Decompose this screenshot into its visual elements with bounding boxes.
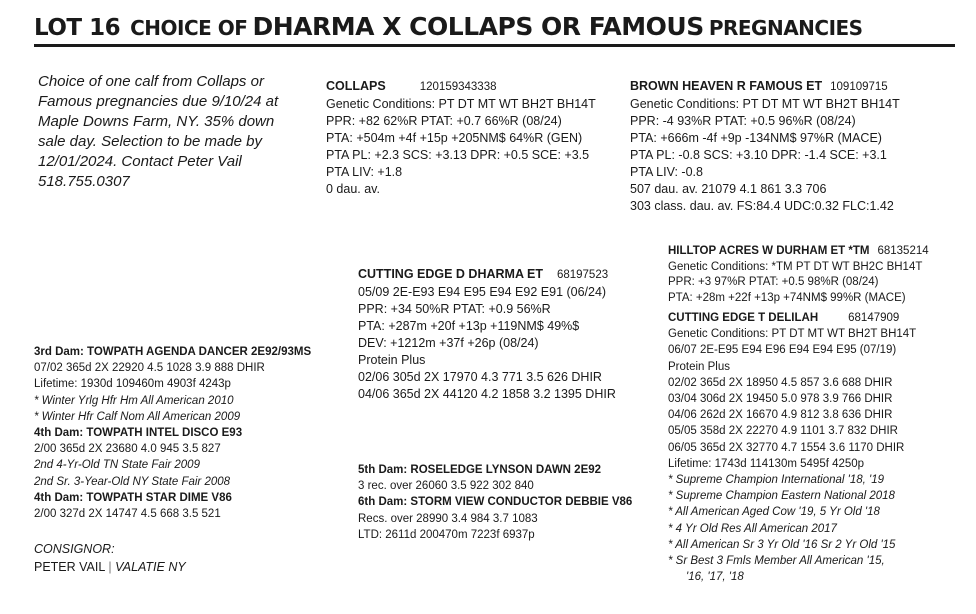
pedigree-line: 05/05 358d 2X 22270 4.9 1101 3.7 832 DHIR — [668, 425, 898, 438]
pedigree-line: PTA PL: +2.3 SCS: +3.13 DPR: +0.5 SCE: +3.5 — [326, 148, 590, 162]
pedigree-line: Genetic Conditions: PT DT MT WT BH2T BH14T — [326, 97, 596, 111]
lot-description: Choice of one calf from Collaps or Famous pregnancies due 9/10/24 at Maple Downs Farm, NY. 35% down sale day. Selection to be made by 12/01/2024. Contact Peter Vail 518.755.0307 — [38, 73, 279, 190]
sire-of-dam-durham — [668, 244, 929, 307]
pedigree-line: Protein Plus — [668, 360, 731, 373]
pedigree-line: PTA LIV: -0.8 — [630, 165, 703, 179]
pedigree-line: Genetic Conditions: PT DT MT WT BH2T BH14T — [668, 328, 917, 341]
pedigree-line: 07/02 365d 2X 22920 4.5 1028 3.9 888 DHIR — [34, 362, 265, 375]
pedigree-line: PPR: +34 50%R PTAT: +0.9 56%R — [358, 302, 551, 316]
title-divider — [34, 44, 955, 47]
pedigree-line: 06/05 365d 2X 32770 4.7 1554 3.6 1170 DHIR — [668, 441, 905, 454]
dam-heading: 5th Dam: ROSELEDGE LYNSON DAWN 2E92 — [358, 464, 602, 476]
pedigree-line: Genetic Conditions: *TM PT DT WT BH2C BH14T — [668, 260, 923, 273]
dam-name: CUTTING EDGE D DHARMA ET — [358, 267, 543, 281]
honor-line: '16, '17, '18 — [686, 571, 744, 584]
pedigree-line: 02/06 305d 2X 17970 4.3 771 3.5 626 DHIR — [358, 370, 602, 384]
pedigree-line: 0 dau. av. — [326, 182, 380, 196]
pedigree-line: PTA PL: -0.8 SCS: +3.10 DPR: -1.4 SCE: +3.1 — [630, 148, 887, 162]
pedigree-line: 04/06 365d 2X 44120 4.2 1858 3.2 1395 DHIR — [358, 387, 616, 401]
pedigree-line: PPR: +3 97%R PTAT: +0.5 98%R (08/24) — [668, 276, 879, 289]
dam-heading: 3rd Dam: TOWPATH AGENDA DANCER 2E92/93MS — [34, 346, 312, 358]
dam-dharma — [358, 266, 616, 403]
honor-line: * Winter Yrlg Hfr Hm All American 2010 — [34, 394, 234, 407]
pedigree-line: 03/04 306d 2X 19450 5.0 978 3.9 766 DHIR — [668, 393, 893, 406]
pedigree-line: DEV: +1212m +37f +26p (08/24) — [358, 336, 539, 350]
honor-line: * Supreme Champion International '18, '19 — [668, 474, 884, 487]
dam-heading: 4th Dam: TOWPATH INTEL DISCO E93 — [34, 427, 243, 440]
pedigree-line: PTA: +28m +22f +13p +74NM$ 99%R (MACE) — [668, 292, 906, 305]
pedigree-line: 04/06 262d 2X 16670 4.9 812 3.8 636 DHIR — [668, 409, 893, 422]
honor-line: * All American Sr 3 Yr Old '16 Sr 2 Yr Old '15 — [668, 538, 896, 551]
dam-lineage-left — [34, 344, 311, 522]
registration-number: 68147909 — [848, 312, 900, 324]
honor-line: * Sr Best 3 Fmls Member All American '15, — [668, 555, 885, 568]
honor-line: * Supreme Champion Eastern National 2018 — [668, 490, 895, 503]
registration-number: 120159343338 — [419, 81, 497, 93]
registration-number: 68135214 — [877, 245, 929, 257]
pedigree-line: PPR: +82 62%R PTAT: +0.7 66%R (08/24) — [326, 114, 562, 128]
pedigree-line: Recs. over 28990 3.4 984 3.7 1083 — [358, 512, 538, 525]
title-part-1: CHOICE OF — [130, 16, 248, 40]
honor-line: * 4 Yr Old Res All American 2017 — [668, 522, 837, 535]
pedigree-line: PTA: +666m -4f +9p -134NM$ 97%R (MACE) — [630, 131, 882, 145]
lot-number: LOT 16 — [34, 15, 121, 41]
pedigree-line: PTA: +287m +20f +13p +119NM$ 49%$ — [358, 319, 580, 333]
separator: | — [108, 560, 112, 574]
pedigree-line: 2/00 365d 2X 23680 4.0 945 3.5 827 — [34, 443, 221, 456]
registration-number: 68197523 — [556, 269, 609, 281]
dam-name: CUTTING EDGE T DELILAH — [668, 312, 819, 324]
dam-lineage-middle — [358, 462, 632, 543]
pedigree-line: 06/07 2E-E95 E94 E96 E94 E94 E95 (07/19) — [668, 344, 897, 357]
granddam-delilah — [668, 310, 916, 585]
pedigree-line: Protein Plus — [358, 353, 426, 367]
honor-line: * Winter Hfr Calf Nom All American 2009 — [34, 410, 241, 423]
pedigree-line: 303 class. dau. av. FS:84.4 UDC:0.32 FLC:1.42 — [630, 199, 894, 213]
pedigree-line: 3 rec. over 26060 3.5 922 302 840 — [358, 480, 534, 493]
sire-collaps — [326, 78, 596, 198]
sire-famous — [630, 78, 900, 215]
sire-name: COLLAPS — [326, 79, 386, 93]
pedigree-line: LTD: 2611d 200470m 7223f 6937p — [358, 528, 535, 541]
title-part-3: PREGNANCIES — [708, 16, 863, 40]
pedigree-line: Lifetime: 1743d 114130m 5495f 4250p — [668, 457, 865, 470]
pedigree-line: Lifetime: 1930d 109460m 4903f 4243p — [34, 378, 231, 391]
consignor-location: VALATIE NY — [115, 560, 186, 574]
pedigree-line: PTA: +504m +4f +15p +205NM$ 64%R (GEN) — [326, 131, 583, 145]
honor-line: 2nd 4-Yr-Old TN State Fair 2009 — [34, 459, 200, 472]
pedigree-line: Genetic Conditions: PT DT MT WT BH2T BH14T — [630, 97, 900, 111]
consignor-name: PETER VAIL — [34, 560, 105, 574]
pedigree-line: 2/00 327d 2X 14747 4.5 668 3.5 521 — [34, 508, 221, 521]
dam-heading: 6th Dam: STORM VIEW CONDUCTOR DEBBIE V86 — [358, 496, 633, 509]
consignor-block — [34, 540, 186, 576]
registration-number: 109109715 — [830, 81, 888, 93]
sire-name: HILLTOP ACRES W DURHAM ET *TM — [668, 245, 870, 257]
consignor-label: CONSIGNOR: — [34, 542, 115, 556]
lot-title — [34, 12, 863, 41]
honor-line: 2nd Sr. 3-Year-Old NY State Fair 2008 — [34, 475, 231, 488]
pedigree-line: 02/02 365d 2X 18950 4.5 857 3.6 688 DHIR — [668, 376, 893, 389]
pedigree-line: 507 dau. av. 21079 4.1 861 3.3 706 — [630, 182, 827, 196]
pedigree-line: PTA LIV: +1.8 — [326, 165, 403, 179]
pedigree-line: 05/09 2E-E93 E94 E95 E94 E92 E91 (06/24) — [358, 285, 607, 299]
sire-name: BROWN HEAVEN R FAMOUS ET — [630, 79, 823, 93]
dam-heading: 4th Dam: TOWPATH STAR DIME V86 — [34, 491, 232, 504]
title-part-2: DHARMA X COLLAPS OR FAMOUS — [252, 12, 704, 41]
honor-line: * All American Aged Cow '19, 5 Yr Old '18 — [668, 506, 880, 519]
pedigree-line: PPR: -4 93%R PTAT: +0.5 96%R (08/24) — [630, 114, 856, 128]
